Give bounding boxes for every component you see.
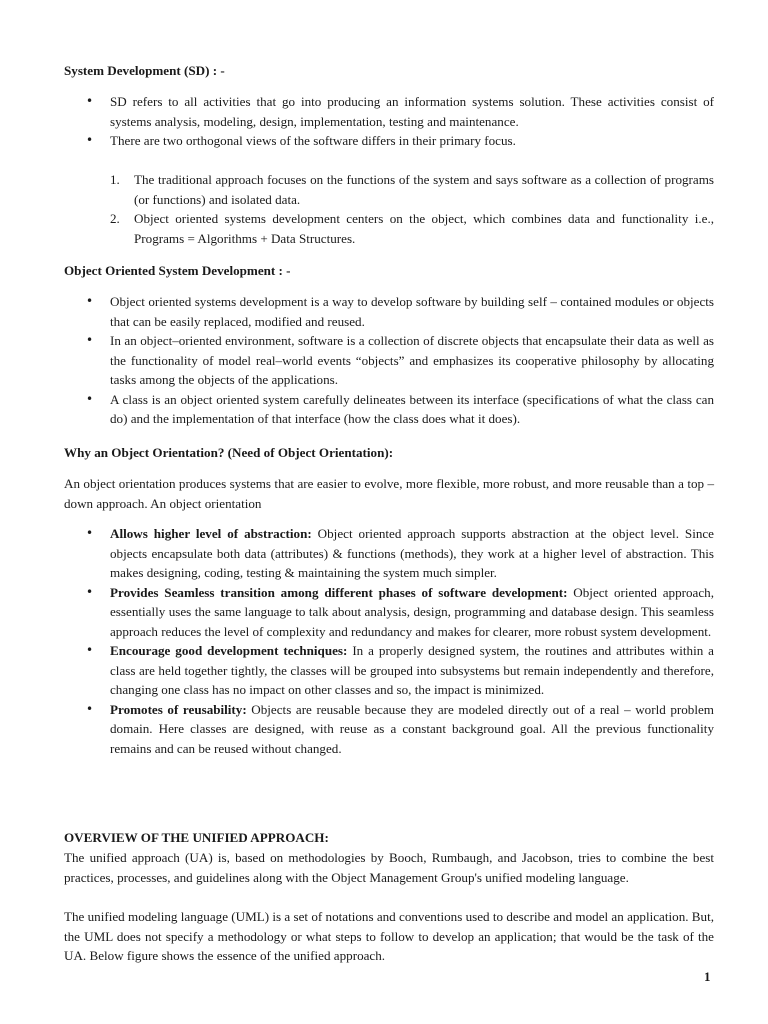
oosd-bullet-list xyxy=(64,292,714,429)
list-item-text: The traditional approach focuses on the functions of the system and says software as a collection of programs (or functions) and isolated data. xyxy=(134,172,714,207)
term: Allows higher level of abstraction: xyxy=(110,526,312,541)
list-item xyxy=(64,700,714,759)
section-heading-ua: OVERVIEW OF THE UNIFIED APPROACH: xyxy=(64,830,329,845)
term-description: In a properly designed system, the routines and attributes within a class are held together tightly, the classes will be grouped into subsystems but remain independently and therefore, changing one class has no impact on other classes and so, the impact is minimized. xyxy=(110,643,714,697)
list-item xyxy=(64,641,714,700)
section-heading-sd: System Development (SD) : - xyxy=(64,63,225,78)
list-item-text: Object oriented systems development centers on the object, which combines data and functionality i.e., Programs = Algorithms + Data Structures. xyxy=(134,211,714,246)
sd-bullet-list xyxy=(64,92,714,151)
term-description: Object oriented approach supports abstraction at the object level. Since objects encapsulate both data (attributes) & functions (methods), they work at a higher level of abstraction. This makes designing, coding, testing & maintaining the system much simpler. xyxy=(110,526,714,580)
list-item xyxy=(64,583,714,642)
list-item: • A class is an object oriented system carefully delineates between its interface (specifications of what the class can do) and the implementation of that interface (how the class does what it does). xyxy=(64,390,714,429)
list-item: • Object oriented systems development is a way to develop software by building self – contained modules or objects that can be easily replaced, modified and reused. xyxy=(64,292,714,331)
term: Encourage good development techniques: xyxy=(110,643,348,658)
why-bullet-list xyxy=(64,524,714,758)
section-heading-oosd: Object Oriented System Development : - xyxy=(64,263,291,278)
term: Provides Seamless transition among different phases of software development: xyxy=(110,584,568,600)
ua-paragraph-2: The unified modeling language (UML) is a set of notations and conventions used to describe and model an application. But, the UML does not specify a methodology or what steps to follow to develop an application; that would be the task of the UA. Below figure shows the essence of the unified approach. xyxy=(64,909,714,963)
term-description: Object oriented approach, essentially uses the same language to talk about analysis, design, programming and database design. This seamless approach reduces the level of complexity and redundancy and makes for clearer, more robust system development. xyxy=(110,584,714,639)
list-item xyxy=(110,170,714,209)
list-item: • SD refers to all activities that go into producing an information systems solution. These activities consist of systems analysis, modeling, design, implementation, testing and maintenance. xyxy=(64,92,714,131)
list-item xyxy=(110,209,714,248)
term-description: Objects are reusable because they are modeled directly out of a real – world problem domain. Here classes are designed, with reuse as a constant background goal. All the previous functionality remains and can be reused without changed. xyxy=(110,701,714,756)
sd-numbered-list xyxy=(110,170,714,248)
why-intro-paragraph: An object orientation produces systems that are easier to evolve, more flexible, more robust, and more reusable than a top – down approach. An object orientation xyxy=(64,476,714,511)
list-number: 2. xyxy=(110,211,120,226)
page-number: 1 xyxy=(704,969,711,984)
ua-paragraph-1: The unified approach (UA) is, based on methodologies by Booch, Rumbaugh, and Jacobson, tries to combine the best practices, processes, and guidelines along with the Object Management Group's unified modeling language. xyxy=(64,850,714,885)
list-item: • There are two orthogonal views of the software differs in their primary focus. xyxy=(64,131,714,151)
list-item xyxy=(64,524,714,583)
list-item: • In an object–oriented environment, software is a collection of discrete objects that encapsulate their data as well as the functionality of model real–world events “objects” and emphasizes its cooperative philosophy by allocating tasks among the objects of the applications. xyxy=(64,331,714,390)
section-heading-why: Why an Object Orientation? (Need of Object Orientation): xyxy=(64,445,394,460)
term: Promotes of reusability: xyxy=(110,701,247,717)
list-number: 1. xyxy=(110,172,120,187)
